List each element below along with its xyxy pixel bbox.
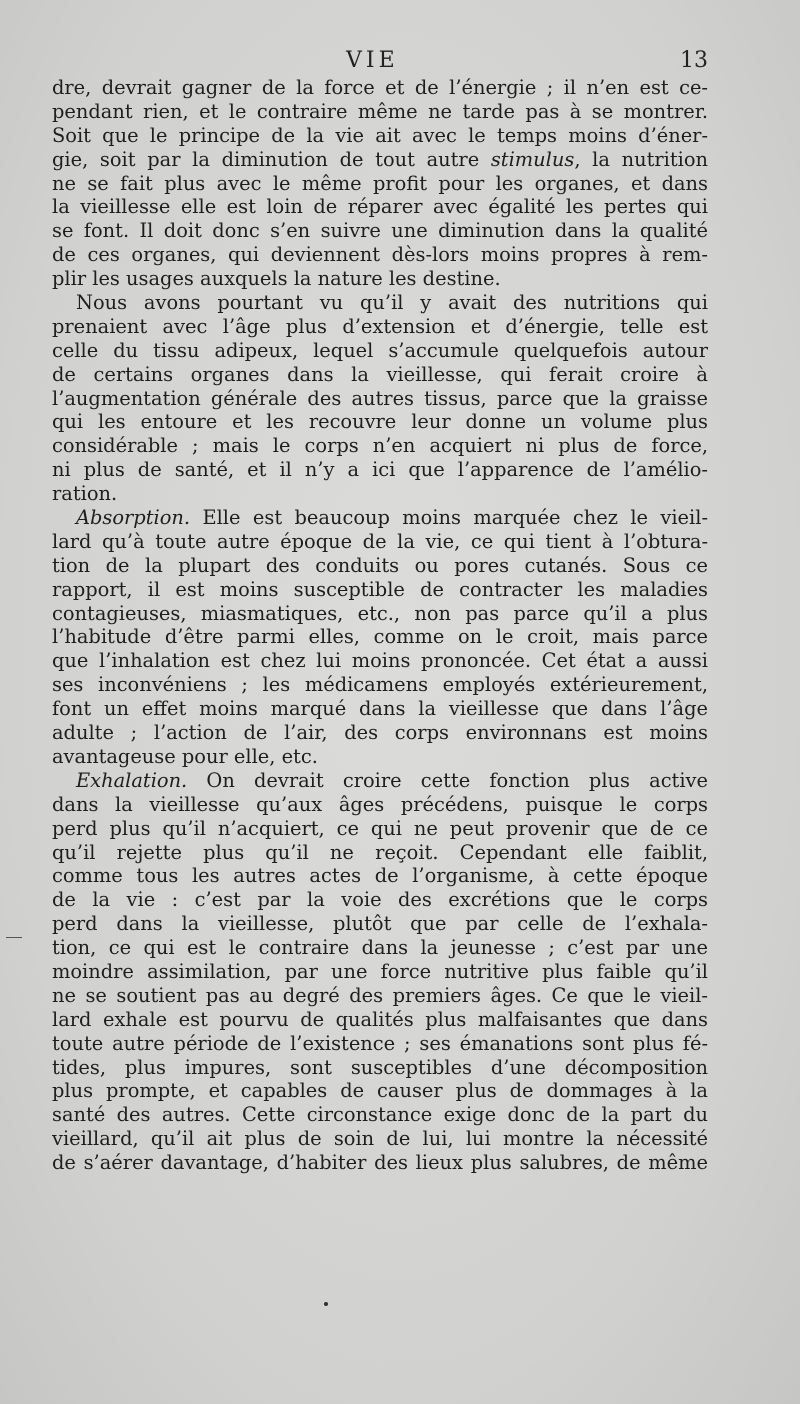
- text-line: perd dans la vieillesse, plutôt que par celle de l’exhala-: [52, 912, 708, 936]
- text-line: de certains organes dans la vieillesse, qui ferait croire à: [52, 362, 708, 386]
- text-line: santé des autres. Cette circonstance exige donc de la part du: [52, 1103, 708, 1127]
- text-line: lard qu’à toute autre époque de la vie, ce qui tient à l’obtura-: [52, 529, 708, 553]
- text-line: prenaient avec l’âge plus d’extension et d’énergie, telle est: [52, 314, 708, 338]
- running-head: [0, 48, 800, 78]
- text-line: dans la vieillesse qu’aux âges précédens, puisque le corps: [52, 792, 708, 816]
- text-line: moindre assimilation, par une force nutritive plus faible qu’il: [52, 959, 708, 983]
- text-line: Nous avons pourtant vu qu’il y avait des nutritions qui: [76, 291, 708, 315]
- text-line: qui les entoure et les recouvre leur donne un volume plus: [52, 410, 708, 434]
- text-line: ni plus de santé, et il n’y a ici que l’apparence de l’amélio-: [52, 458, 708, 482]
- text-line-rest: On devrait croire cette fonction plus active: [187, 768, 708, 792]
- ink-speck: [324, 1302, 328, 1306]
- text-line: ne se fait plus avec le même profit pour les organes, et dans: [52, 171, 708, 195]
- text-line: perd plus qu’il n’acquiert, ce qui ne peut provenir que de ce: [52, 816, 708, 840]
- text-line: celle du tissu adipeux, lequel s’accumule quelquefois autour: [52, 338, 708, 362]
- text-line: dre, devrait gagner de la force et de l’énergie ; il n’en est ce-: [52, 76, 708, 99]
- text-line-rest: Elle est beaucoup moins marquée chez le vieil-: [190, 506, 708, 530]
- italic-term: stimulus: [490, 147, 575, 171]
- page-number: 13: [680, 48, 708, 73]
- text-line: de s’aérer davantage, d’habiter des lieux plus salubres, de même: [52, 1151, 708, 1175]
- text-line: ration.: [52, 482, 118, 506]
- text-line: rapport, il est moins susceptible de contracter les maladies: [52, 577, 708, 601]
- text-line: [52, 148, 708, 172]
- text-line: Soit que le principe de la vie ait avec le temps moins d’éner-: [52, 123, 708, 147]
- italic-term: Exhalation.: [76, 768, 188, 792]
- text-line: [52, 506, 708, 530]
- text-line: considérable ; mais le corps n’en acquiert ni plus de force,: [52, 434, 708, 458]
- text-line-rest: , la nutrition: [574, 147, 708, 171]
- text-line: de ces organes, qui deviennent dès-lors moins propres à rem-: [52, 243, 708, 267]
- text-line: plus prompte, et capables de causer plus de dommages à la: [52, 1079, 708, 1103]
- text-line: toute autre période de l’existence ; ses émanations sont plus fé-: [52, 1031, 708, 1055]
- text-line: la vieillesse elle est loin de réparer avec égalité les pertes qui: [52, 195, 708, 219]
- text-line: pendant rien, et le contraire même ne tarde pas à se montrer.: [52, 99, 708, 123]
- running-head-title: VIE: [346, 48, 399, 73]
- text-line: contagieuses, miasmatiques, etc., non pas parce qu’il a plus: [52, 601, 708, 625]
- text-line: se font. Il doit donc s’en suivre une diminution dans la qualité: [52, 219, 708, 243]
- text-line: avantageuse pour elle, etc.: [52, 744, 318, 768]
- body-text: [52, 76, 708, 1175]
- italic-term: Absorption.: [76, 506, 191, 530]
- text-line: ses inconvéniens ; les médicamens employés extérieurement,: [52, 673, 708, 697]
- text-line: plir les usages auxquels la nature les destine.: [52, 267, 501, 291]
- text-line: de la vie : c’est par la voie des excrétions que le corps: [52, 888, 708, 912]
- margin-mark: [6, 937, 22, 938]
- text-line: l’augmentation générale des autres tissus, parce que la graisse: [52, 386, 708, 410]
- text-line: font un effet moins marqué dans la vieillesse que dans l’âge: [52, 697, 708, 721]
- text-line: ne se soutient pas au degré des premiers âges. Ce que le vieil-: [52, 983, 708, 1007]
- text-line: l’habitude d’être parmi elles, comme on le croit, mais parce: [52, 625, 708, 649]
- text-line: vieillard, qu’il ait plus de soin de lui, lui montre la nécessité: [52, 1127, 708, 1151]
- text-line: que l’inhalation est chez lui moins prononcée. Cet état a aussi: [52, 649, 708, 673]
- text-line: lard exhale est pourvu de qualités plus malfaisantes que dans: [52, 1007, 708, 1031]
- text-line: [52, 769, 708, 793]
- text-line-lead: gie, soit par la diminution de tout autre: [52, 147, 491, 171]
- text-line: qu’il rejette plus qu’il ne reçoit. Cependant elle faiblit,: [52, 840, 708, 864]
- text-line: comme tous les autres actes de l’organisme, à cette époque: [52, 864, 708, 888]
- text-line: adulte ; l’action de l’air, des corps environnans est moins: [52, 721, 708, 745]
- text-line: tion, ce qui est le contraire dans la jeunesse ; c’est par une: [52, 936, 708, 960]
- text-line: tides, plus impures, sont susceptibles d’une décomposition: [52, 1055, 708, 1079]
- text-line: tion de la plupart des conduits ou pores cutanés. Sous ce: [52, 553, 708, 577]
